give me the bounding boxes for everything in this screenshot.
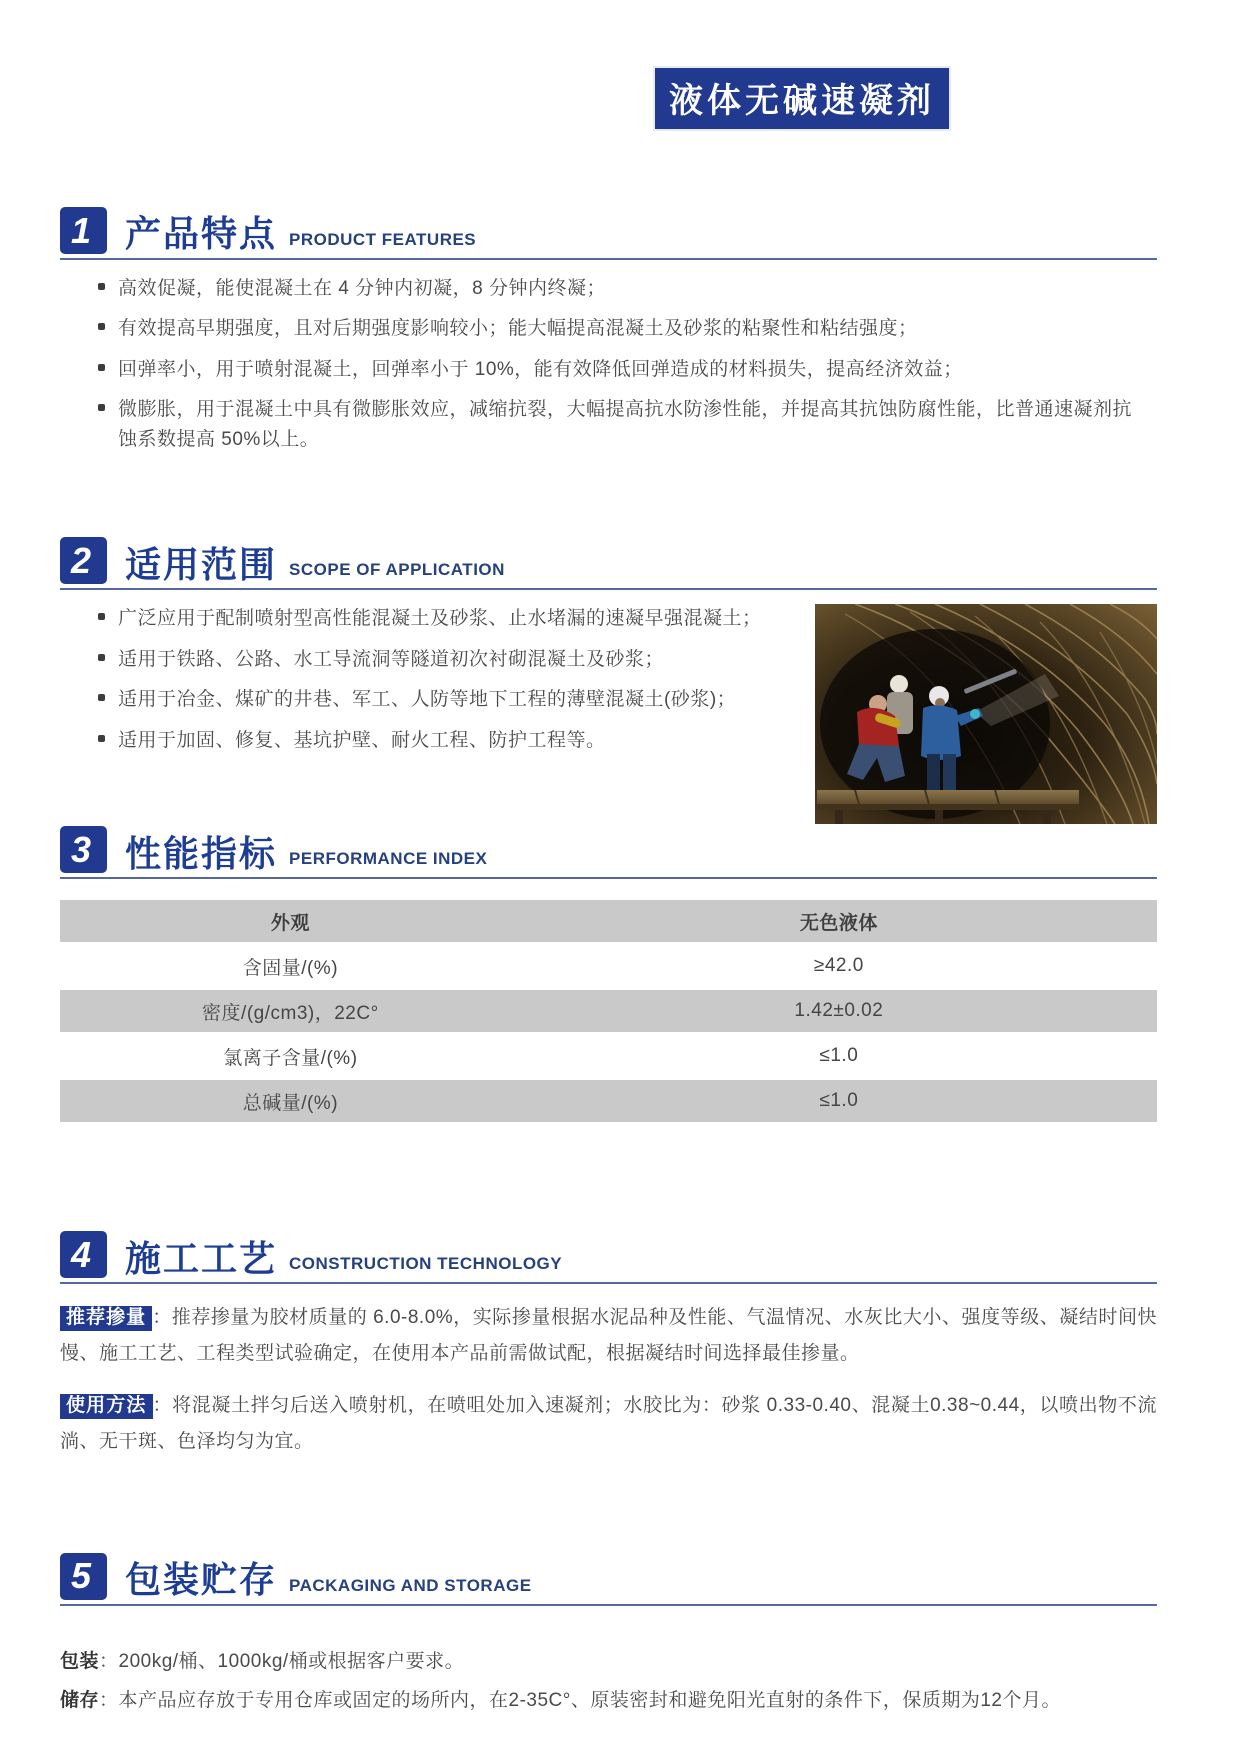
list-item-text: 微膨胀，用于混凝土中具有微膨胀效应，减缩抗裂，大幅提高抗水防渗性能，并提高其抗蚀防腐性能，比普通速凝剂抗蚀系数提高 50%以上。 (118, 399, 1133, 450)
section-header (60, 1231, 1157, 1284)
section-subtitle: CONSTRUCTION TECHNOLOGY (289, 1254, 563, 1274)
bullet-icon (98, 654, 105, 661)
list-item (98, 314, 1157, 343)
dosage-badge: 推荐掺量 (60, 1306, 152, 1331)
bullet-icon (98, 364, 105, 371)
bullet-icon (98, 283, 105, 290)
bullet-icon (98, 613, 105, 620)
section-number-badge: 2 (60, 537, 107, 584)
usage-method-paragraph (60, 1388, 1157, 1460)
section-performance-index (60, 826, 1157, 1125)
section-number-badge: 5 (60, 1553, 107, 1600)
section-scope-of-application (60, 537, 1157, 824)
section-number-badge: 4 (60, 1231, 107, 1278)
list-item (98, 395, 1148, 454)
performance-table (60, 897, 1157, 1125)
section-header (60, 207, 1157, 260)
list-item-text: 适用于冶金、煤矿的井巷、军工、人防等地下工程的薄壁混凝土(砂浆)； (118, 689, 737, 711)
section-subtitle: PACKAGING AND STORAGE (289, 1575, 532, 1595)
table-row (60, 1035, 1157, 1077)
list-item-text: 适用于加固、修复、基坑护壁、耐火工程、防护工程等。 (118, 729, 606, 751)
packing-line (60, 1644, 1157, 1679)
list-item (98, 726, 815, 755)
paragraph-text: ：推荐掺量为胶材质量的 6.0-8.0%，实际掺量根据水泥品种及性能、气温情况、水灰比大小、强度等级、凝结时间快慢、施工工艺、工程类型试验确定，在使用本产品前需做试配，根据凝结时间选择最佳掺量。 (60, 1307, 1157, 1365)
feature-list (98, 274, 1157, 454)
table-cell-value: ≥42.0 (813, 955, 864, 977)
application-list (98, 604, 815, 824)
table-row (60, 900, 1157, 942)
section-subtitle: PERFORMANCE INDEX (289, 849, 488, 869)
list-item (98, 355, 1157, 384)
table-cell-value: ≤1.0 (521, 1080, 1157, 1122)
list-item-text: 回弹率小，用于喷射混凝土，回弹率小于 10%，能有效降低回弹造成的材料损失，提高经济效益； (118, 358, 963, 380)
storage-label: 储存 (60, 1689, 100, 1711)
tunnel-construction-photo (815, 604, 1157, 824)
page-title: 液体无碱速凝剂 (655, 68, 949, 129)
section-subtitle: PRODUCT FEATURES (289, 230, 477, 249)
list-item (98, 274, 1157, 303)
section-number-badge: 3 (60, 826, 107, 873)
section-subtitle: SCOPE OF APPLICATION (289, 560, 505, 580)
table-row (60, 1080, 1157, 1122)
storage-text: ：本产品应存放于专用仓库或固定的场所内，在2-35C°、原装密封和避免阳光直射的条件下，保质期为12个月。 (99, 1689, 1061, 1711)
list-item-text: 适用于铁路、公路、水工导流洞等隧道初次衬砌混凝土及砂浆； (118, 648, 665, 670)
section-title: 施工工艺 (125, 1237, 278, 1279)
usage-badge: 使用方法 (60, 1394, 153, 1419)
list-item (98, 685, 815, 714)
bullet-icon (98, 404, 105, 411)
table-row (60, 945, 1157, 987)
list-item-text: 有效提高早期强度，且对后期强度影响较小；能大幅提高混凝土及砂浆的粘聚性和粘结强度； (118, 318, 918, 340)
section-header (60, 826, 1157, 879)
list-item (98, 604, 815, 633)
table-cell-value: 无色液体 (521, 900, 1157, 942)
table-cell-label: 总碱量/(%) (60, 1080, 521, 1122)
section-title: 适用范围 (125, 543, 278, 585)
table-cell-value: 1.42±0.02 (521, 990, 1157, 1032)
section-number-badge: 1 (60, 207, 107, 254)
table-cell-label: 密度/(g/cm3)，22C° (60, 990, 521, 1032)
section-header (60, 537, 1157, 590)
recommended-dosage-paragraph (60, 1300, 1157, 1372)
storage-line (60, 1683, 1157, 1718)
table-row (60, 990, 1157, 1032)
bullet-icon (98, 694, 105, 701)
section-construction-technology (60, 1231, 1157, 1460)
section-title: 产品特点 (125, 213, 278, 255)
packing-text: ：200kg/桶、1000kg/桶或根据客户要求。 (99, 1650, 465, 1672)
paragraph-text: ：将混凝土拌匀后送入喷射机，在喷咀处加入速凝剂；水胶比为：砂浆 0.33-0.40、混凝土0.38~0.44，以喷出物不流淌、无干斑、色泽均匀为宜。 (60, 1395, 1157, 1453)
bullet-icon (98, 735, 105, 742)
section-header (60, 1553, 1157, 1606)
section-product-features (60, 207, 1157, 454)
section-packaging-storage (60, 1553, 1157, 1718)
table-cell-label: 含固量/(%) (242, 957, 339, 979)
table-cell-value: ≤1.0 (819, 1045, 859, 1067)
list-item-text: 高效促凝，能使混凝土在 4 分钟内初凝，8 分钟内终凝； (118, 278, 606, 299)
packing-label: 包装 (60, 1650, 100, 1672)
table-cell-label: 氯离子含量/(%) (223, 1047, 358, 1069)
section-title: 包装贮存 (125, 1558, 278, 1600)
table-cell-label: 外观 (60, 900, 521, 942)
bullet-icon (98, 323, 105, 330)
list-item-text: 广泛应用于配制喷射型高性能混凝土及砂浆、止水堵漏的速凝早强混凝土； (118, 608, 762, 630)
list-item (98, 645, 815, 674)
section-title: 性能指标 (125, 832, 278, 874)
